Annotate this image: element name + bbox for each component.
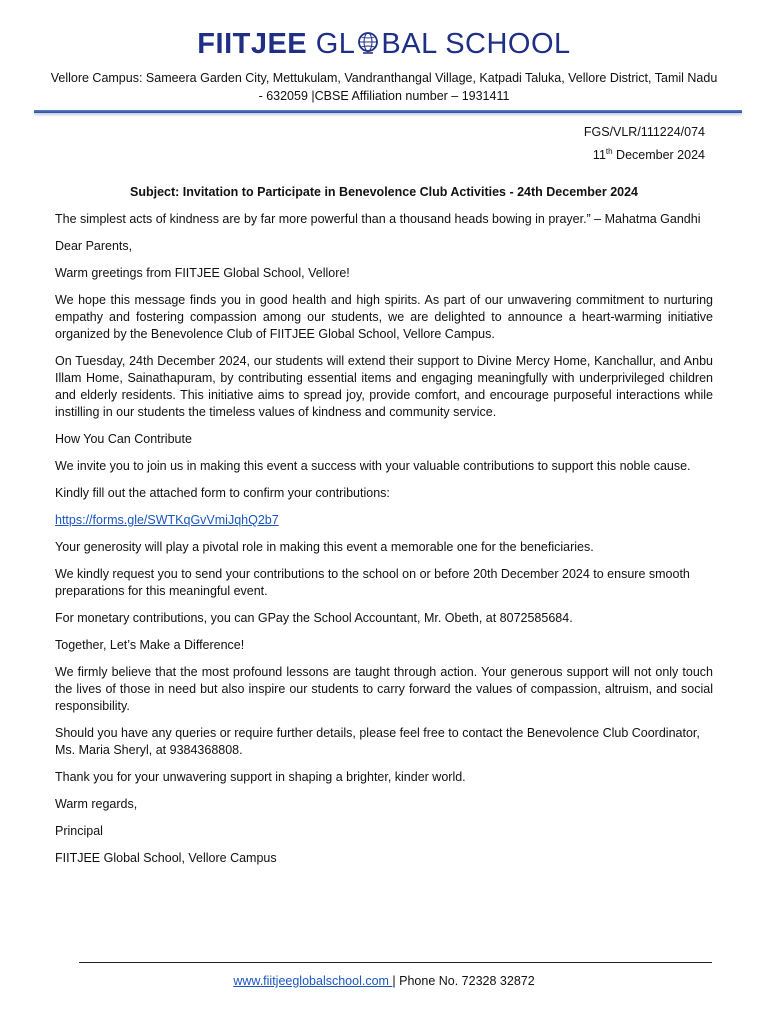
website-link[interactable]: www.fiitjeeglobalschool.com xyxy=(233,974,393,988)
paragraph-together: Together, Let’s Make a Difference! xyxy=(55,638,245,652)
salutation: Dear Parents, xyxy=(55,239,133,253)
brand-name-part2: BAL SCHOOL xyxy=(381,28,571,60)
subject-line: Subject: Invitation to Participate in Benevolence Club Activities - 24th December 2024 xyxy=(129,185,638,199)
date-suffix: th xyxy=(605,147,613,156)
heading-contribute: How You Can Contribute xyxy=(55,432,192,446)
form-link[interactable]: https://forms.gle/SWTKqGvVmiJqhQ2b7 xyxy=(55,513,279,527)
brand-name-bold: FIITJEE xyxy=(197,28,308,60)
date-day: 11 xyxy=(592,148,606,163)
paragraph-form: Kindly fill out the attached form to confirm your contributions: xyxy=(55,486,390,500)
paragraph-intro: We hope this message finds you in good health and high spirits. As part of our unwavering commitment to nurturing empathy and fostering compassion among our students, we are delighted to announce a heart-warming initiative organized by the Benevolence Club of FIITJEE Global School, Vellore Campus. xyxy=(55,293,713,341)
greeting: Warm greetings from FIITJEE Global School, Vellore! xyxy=(55,266,350,280)
header-divider xyxy=(34,110,742,113)
paragraph-generosity: Your generosity will play a pivotal role in making this event a memorable one for the beneficiaries. xyxy=(55,540,594,554)
paragraph-invite: We invite you to join us in making this event a success with your valuable contributions to support this noble cause. xyxy=(55,459,691,473)
school-signature: FIITJEE Global School, Vellore Campus xyxy=(55,851,277,865)
reference-number: FGS/VLR/111224/074 xyxy=(583,125,705,139)
globe-icon xyxy=(356,31,380,55)
letter-body xyxy=(55,184,713,877)
paragraph-monetary: For monetary contributions, you can GPay the School Accountant, Mr. Obeth, at 8072585684. xyxy=(55,611,573,625)
school-logo xyxy=(0,28,768,61)
paragraph-event: On Tuesday, 24th December 2024, our students will extend their support to Divine Mercy Home, Kanchallur, and Anbu Illam Home, Sainathapuram, by contributing essential items and engaging meaningfully with underprivileged children and elderly residents. This initiative aims to spread joy, provide comfort, and encourage purposeful interactions while instilling in our students the timeless values of kindness and community service. xyxy=(55,354,713,419)
brand-name-part1: GL xyxy=(315,28,356,60)
school-address: Vellore Campus: Sameera Garden City, Mettukulam, Vandranthangal Village, Katpadi Taluka, Vellore District, Tamil Nadu - 632059 |CBSE Affiliation number – 1931411 xyxy=(50,71,718,103)
footer xyxy=(0,974,768,988)
paragraph-request: We kindly request you to send your contributions to the school on or before 20th December 2024 to ensure smooth preparations for this meaningful event. xyxy=(55,567,690,598)
closing: Warm regards, xyxy=(55,797,138,811)
reference-block xyxy=(584,122,705,165)
signatory: Principal xyxy=(55,824,103,838)
form-link-line xyxy=(55,512,713,529)
phone-number: | Phone No. 72328 32872 xyxy=(392,974,535,988)
date-month-year: December 2024 xyxy=(612,148,705,163)
quote: The simplest acts of kindness are by far more powerful than a thousand heads bowing in prayer.” – Mahatma Gandhi xyxy=(55,212,701,226)
paragraph-thanks: Thank you for your unwavering support in shaping a brighter, kinder world. xyxy=(55,770,466,784)
letter-date xyxy=(584,142,705,165)
paragraph-believe: We firmly believe that the most profound lessons are taught through action. Your generous support will not only touch the lives of those in need but also inspire our students to carry forward the values of compassion, altruism, and social responsibility. xyxy=(55,665,713,713)
paragraph-queries: Should you have any queries or require further details, please feel free to contact the Benevolence Club Coordinator, Ms. Maria Sheryl, at 9384368808. xyxy=(55,726,700,757)
footer-divider xyxy=(79,962,712,963)
